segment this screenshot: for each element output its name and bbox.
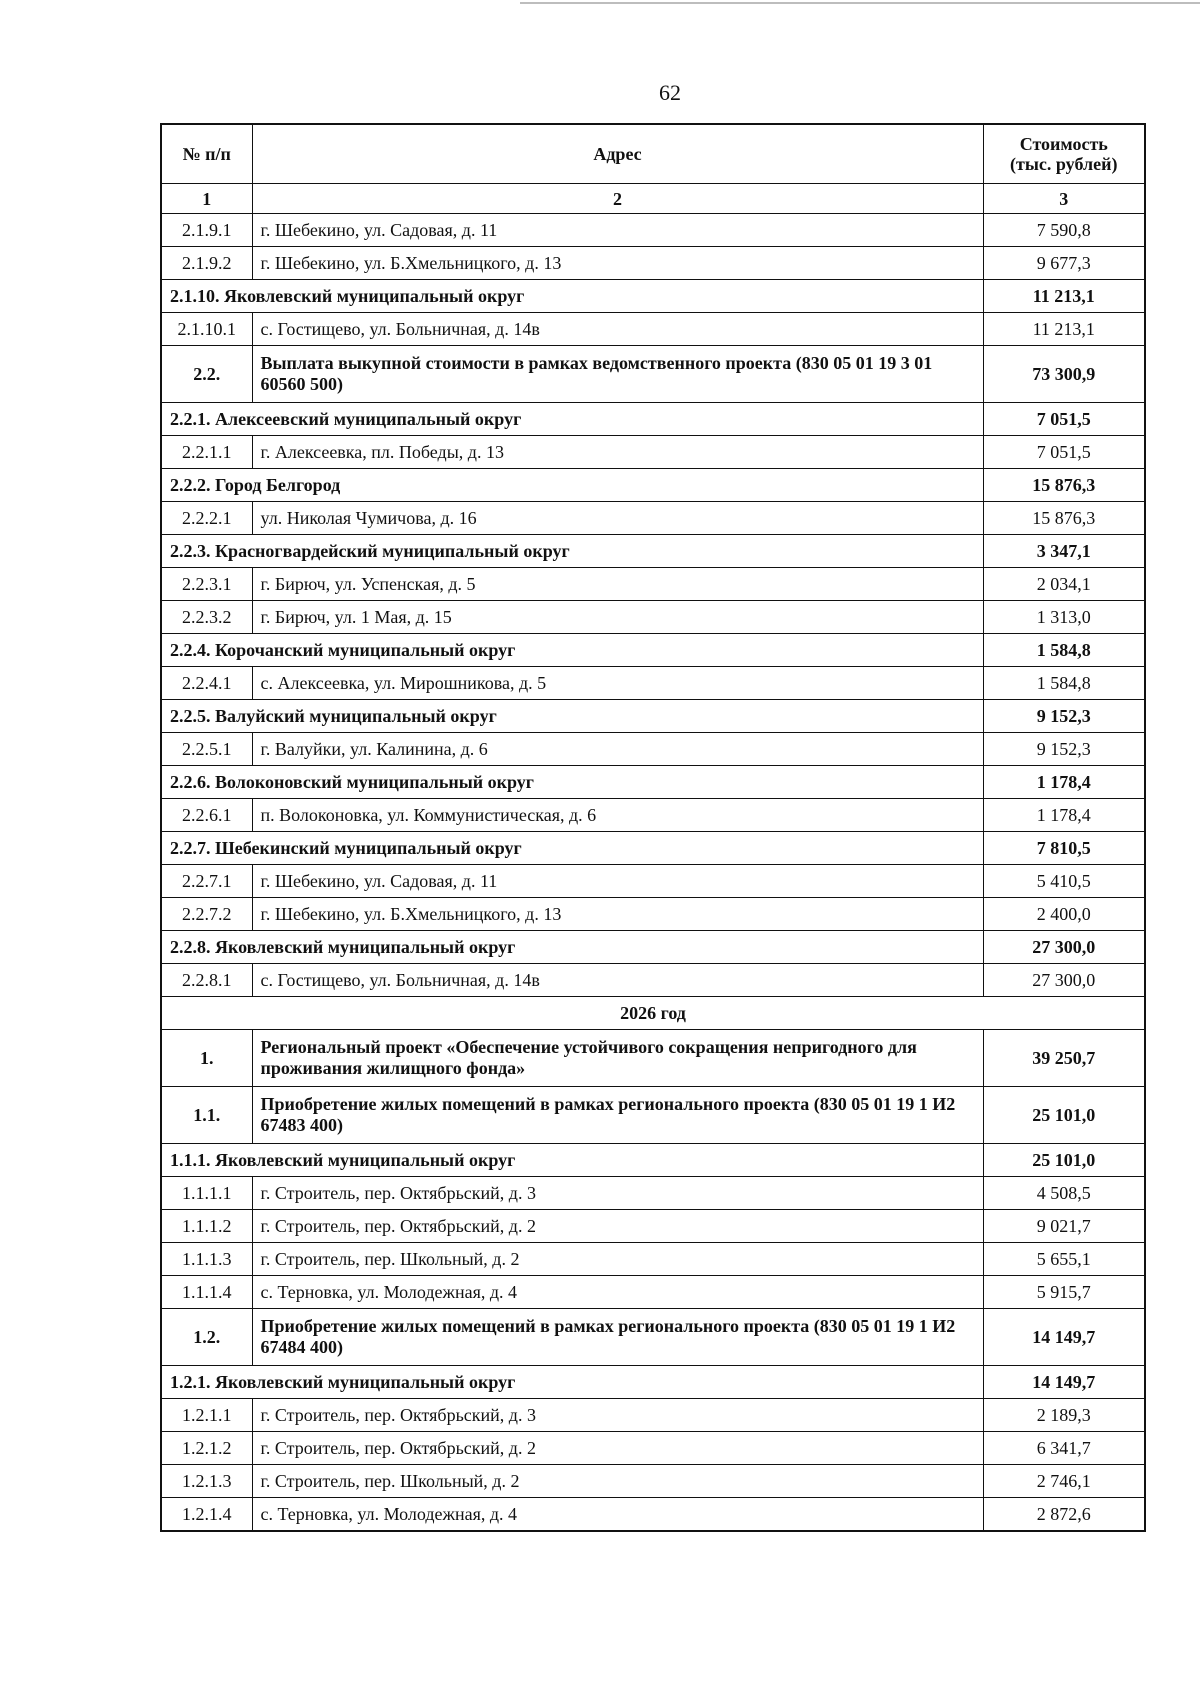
district-label: 2.2.5. Валуйский муниципальный округ (161, 700, 983, 733)
table-row (161, 1465, 1145, 1498)
row-number: 2.2.7.1 (161, 865, 252, 898)
column-number-2: 2 (252, 184, 983, 214)
year-label: 2026 год (161, 997, 1145, 1030)
row-cost: 11 213,1 (983, 313, 1145, 346)
row-address: п. Волоконовка, ул. Коммунистическая, д. 6 (252, 799, 983, 832)
table-row (161, 799, 1145, 832)
project-cost: 14 149,7 (983, 1309, 1145, 1366)
district-cost: 7 051,5 (983, 403, 1145, 436)
district-label: 2.2.8. Яковлевский муниципальный округ (161, 931, 983, 964)
row-address: г. Шебекино, ул. Б.Хмельницкого, д. 13 (252, 247, 983, 280)
page-number: 62 (659, 80, 681, 105)
project-cost: 39 250,7 (983, 1030, 1145, 1087)
row-number: 2.2.6.1 (161, 799, 252, 832)
row-cost: 27 300,0 (983, 964, 1145, 997)
table-row (161, 733, 1145, 766)
district-label: 2.2.6. Волоконовский муниципальный округ (161, 766, 983, 799)
table-row (161, 601, 1145, 634)
row-cost: 5 410,5 (983, 865, 1145, 898)
table-row (161, 1210, 1145, 1243)
project-title: Приобретение жилых помещений в рамках регионального проекта (830 05 01 19 1 И2 67484 400) (252, 1309, 983, 1366)
cost-table (160, 123, 1146, 1532)
row-cost: 15 876,3 (983, 502, 1145, 535)
row-address: г. Бирюч, ул. Успенская, д. 5 (252, 568, 983, 601)
district-label: 2.2.1. Алексеевский муниципальный округ (161, 403, 983, 436)
row-number: 2.2.8.1 (161, 964, 252, 997)
row-cost: 1 313,0 (983, 601, 1145, 634)
table-row (161, 568, 1145, 601)
table-row (161, 436, 1145, 469)
district-subtotal-row (161, 403, 1145, 436)
district-label: 1.2.1. Яковлевский муниципальный округ (161, 1366, 983, 1399)
row-address: г. Бирюч, ул. 1 Мая, д. 15 (252, 601, 983, 634)
row-cost: 7 051,5 (983, 436, 1145, 469)
project-number: 1.2. (161, 1309, 252, 1366)
row-address: г. Валуйки, ул. Калинина, д. 6 (252, 733, 983, 766)
table-row (161, 667, 1145, 700)
district-subtotal-row (161, 700, 1145, 733)
column-number-1: 1 (161, 184, 252, 214)
row-address: г. Строитель, пер. Октябрьский, д. 3 (252, 1399, 983, 1432)
row-address: с. Терновка, ул. Молодежная, д. 4 (252, 1498, 983, 1532)
row-number: 2.2.1.1 (161, 436, 252, 469)
row-number: 1.2.1.1 (161, 1399, 252, 1432)
header-num: № п/п (161, 124, 252, 184)
table-row (161, 1399, 1145, 1432)
row-address: г. Строитель, пер. Школьный, д. 2 (252, 1465, 983, 1498)
project-row (161, 346, 1145, 403)
header-address: Адрес (252, 124, 983, 184)
row-cost: 7 590,8 (983, 214, 1145, 247)
district-label: 2.2.4. Корочанский муниципальный округ (161, 634, 983, 667)
district-subtotal-row (161, 1144, 1145, 1177)
district-subtotal-row (161, 931, 1145, 964)
district-cost: 14 149,7 (983, 1366, 1145, 1399)
district-cost: 15 876,3 (983, 469, 1145, 502)
district-cost: 11 213,1 (983, 280, 1145, 313)
row-address: ул. Николая Чумичова, д. 16 (252, 502, 983, 535)
row-number: 1.1.1.2 (161, 1210, 252, 1243)
district-cost: 7 810,5 (983, 832, 1145, 865)
table-row (161, 214, 1145, 247)
table-row (161, 1177, 1145, 1210)
row-address: г. Шебекино, ул. Б.Хмельницкого, д. 13 (252, 898, 983, 931)
header-cost (983, 124, 1145, 184)
row-cost: 2 189,3 (983, 1399, 1145, 1432)
row-number: 2.2.3.1 (161, 568, 252, 601)
row-cost: 2 746,1 (983, 1465, 1145, 1498)
row-cost: 9 021,7 (983, 1210, 1145, 1243)
row-number: 2.2.3.2 (161, 601, 252, 634)
row-number: 1.2.1.2 (161, 1432, 252, 1465)
district-cost: 1 178,4 (983, 766, 1145, 799)
header-cost-line2: (тыс. рублей) (1010, 154, 1118, 174)
district-label: 2.1.10. Яковлевский муниципальный округ (161, 280, 983, 313)
project-number: 2.2. (161, 346, 252, 403)
column-numbers-row (161, 184, 1145, 214)
district-cost: 27 300,0 (983, 931, 1145, 964)
project-number: 1.1. (161, 1087, 252, 1144)
district-subtotal-row (161, 1366, 1145, 1399)
header-cost-line1: Стоимость (1019, 134, 1108, 154)
project-row (161, 1030, 1145, 1087)
district-label: 1.1.1. Яковлевский муниципальный округ (161, 1144, 983, 1177)
row-cost: 5 915,7 (983, 1276, 1145, 1309)
row-address: г. Строитель, пер. Школьный, д. 2 (252, 1243, 983, 1276)
district-cost: 9 152,3 (983, 700, 1145, 733)
row-cost: 9 677,3 (983, 247, 1145, 280)
table-row (161, 865, 1145, 898)
row-cost: 5 655,1 (983, 1243, 1145, 1276)
district-subtotal-row (161, 280, 1145, 313)
row-number: 2.2.5.1 (161, 733, 252, 766)
table-row (161, 1498, 1145, 1532)
row-address: с. Алексеевка, ул. Мирошникова, д. 5 (252, 667, 983, 700)
table-row (161, 247, 1145, 280)
row-address: г. Шебекино, ул. Садовая, д. 11 (252, 214, 983, 247)
table-row (161, 1243, 1145, 1276)
project-title: Приобретение жилых помещений в рамках регионального проекта (830 05 01 19 1 И2 67483 400) (252, 1087, 983, 1144)
row-cost: 4 508,5 (983, 1177, 1145, 1210)
table-row (161, 1432, 1145, 1465)
row-cost: 2 034,1 (983, 568, 1145, 601)
header-row (161, 124, 1145, 184)
district-cost: 1 584,8 (983, 634, 1145, 667)
row-number: 2.2.4.1 (161, 667, 252, 700)
row-number: 2.2.2.1 (161, 502, 252, 535)
row-number: 2.1.9.1 (161, 214, 252, 247)
table-row (161, 1276, 1145, 1309)
table-row (161, 313, 1145, 346)
district-label: 2.2.2. Город Белгород (161, 469, 983, 502)
table-row (161, 964, 1145, 997)
row-number: 1.1.1.4 (161, 1276, 252, 1309)
table-row (161, 502, 1145, 535)
column-number-3: 3 (983, 184, 1145, 214)
row-number: 1.1.1.3 (161, 1243, 252, 1276)
table-body (161, 124, 1145, 1531)
district-cost: 3 347,1 (983, 535, 1145, 568)
row-cost: 1 584,8 (983, 667, 1145, 700)
row-address: с. Гостищево, ул. Больничная, д. 14в (252, 313, 983, 346)
row-address: г. Алексеевка, пл. Победы, д. 13 (252, 436, 983, 469)
project-cost: 73 300,9 (983, 346, 1145, 403)
row-address: с. Терновка, ул. Молодежная, д. 4 (252, 1276, 983, 1309)
row-number: 2.2.7.2 (161, 898, 252, 931)
district-label: 2.2.3. Красногвардейский муниципальный округ (161, 535, 983, 568)
district-subtotal-row (161, 634, 1145, 667)
project-row (161, 1309, 1145, 1366)
row-address: с. Гостищево, ул. Больничная, д. 14в (252, 964, 983, 997)
row-address: г. Строитель, пер. Октябрьский, д. 2 (252, 1210, 983, 1243)
district-cost: 25 101,0 (983, 1144, 1145, 1177)
project-title: Выплата выкупной стоимости в рамках ведомственного проекта (830 05 01 19 3 01 60560 500) (252, 346, 983, 403)
district-label: 2.2.7. Шебекинский муниципальный округ (161, 832, 983, 865)
row-number: 1.2.1.4 (161, 1498, 252, 1532)
scan-edge-line (520, 2, 1200, 4)
row-number: 1.1.1.1 (161, 1177, 252, 1210)
row-number: 2.1.10.1 (161, 313, 252, 346)
district-subtotal-row (161, 469, 1145, 502)
row-cost: 1 178,4 (983, 799, 1145, 832)
project-number: 1. (161, 1030, 252, 1087)
row-number: 1.2.1.3 (161, 1465, 252, 1498)
row-address: г. Шебекино, ул. Садовая, д. 11 (252, 865, 983, 898)
row-cost: 2 872,6 (983, 1498, 1145, 1532)
row-cost: 2 400,0 (983, 898, 1145, 931)
row-cost: 6 341,7 (983, 1432, 1145, 1465)
table-row (161, 898, 1145, 931)
project-title: Региональный проект «Обеспечение устойчивого сокращения непригодного для проживания жилищного фонда» (252, 1030, 983, 1087)
project-cost: 25 101,0 (983, 1087, 1145, 1144)
row-address: г. Строитель, пер. Октябрьский, д. 2 (252, 1432, 983, 1465)
row-number: 2.1.9.2 (161, 247, 252, 280)
row-cost: 9 152,3 (983, 733, 1145, 766)
district-subtotal-row (161, 766, 1145, 799)
year-row (161, 997, 1145, 1030)
project-row (161, 1087, 1145, 1144)
district-subtotal-row (161, 832, 1145, 865)
district-subtotal-row (161, 535, 1145, 568)
row-address: г. Строитель, пер. Октябрьский, д. 3 (252, 1177, 983, 1210)
